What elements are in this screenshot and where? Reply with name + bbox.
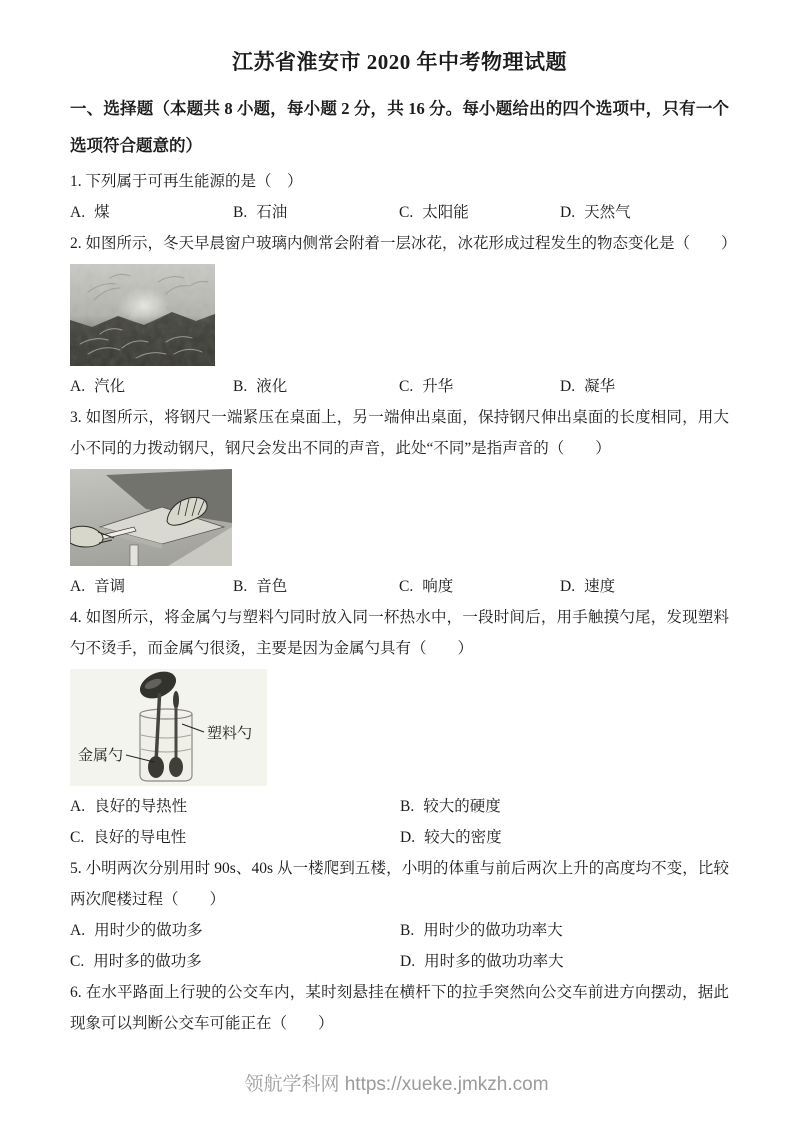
option-text: 石油 (256, 204, 288, 221)
option-letter: D. (400, 953, 416, 970)
option-letter: B. (400, 798, 415, 815)
q1-option-b (233, 197, 399, 228)
plastic-spoon-label: 塑料勺 (207, 726, 253, 742)
option-text: 用时多的做功多 (93, 953, 202, 970)
option-text: 煤 (94, 204, 110, 221)
q5-option-c (70, 946, 400, 977)
question-5-stem: 5. 小明两次分别用时 90s、40s 从一楼爬到五楼，小明的体重与前后两次上升的高度均不变，比较两次爬楼过程（ ） (70, 860, 729, 908)
plastic-spoon-top (173, 691, 179, 709)
q5-option-d (400, 946, 729, 977)
option-text: 太阳能 (422, 204, 469, 221)
ruler-table-figure (70, 469, 729, 566)
q4-option-d (400, 822, 729, 853)
option-text: 用时多的做功功率大 (424, 953, 564, 970)
option-text: 良好的导热性 (94, 798, 188, 815)
table-leg (130, 545, 138, 566)
option-letter: C. (70, 829, 85, 846)
option-letter: A. (70, 578, 86, 595)
option-text: 液化 (256, 378, 288, 395)
q4-option-b (400, 791, 729, 822)
question-5-options-row-1 (70, 915, 729, 946)
q2-option-d (560, 371, 729, 402)
question-2-options (70, 371, 729, 402)
section-header: 一、选择题（本题共 8 小题，每小题 2 分，共 16 分。每小题给出的四个选项中，只有一个选项符合题意的） (70, 99, 729, 155)
question-1-options (70, 197, 729, 228)
option-letter: A. (70, 204, 86, 221)
question-1 (70, 166, 729, 228)
option-letter: A. (70, 378, 86, 395)
option-letter: C. (399, 378, 414, 395)
plastic-spoon-handle (175, 707, 178, 759)
option-letter: B. (233, 204, 248, 221)
option-letter: C. (70, 953, 85, 970)
option-text: 用时少的做功功率大 (423, 922, 563, 939)
metal-spoon-bowl (148, 756, 164, 778)
option-letter: B. (233, 578, 248, 595)
plastic-spoon-bowl (169, 757, 183, 777)
option-letter: D. (560, 378, 576, 395)
option-text: 升华 (422, 378, 454, 395)
question-6 (70, 977, 729, 1039)
question-4-options-row-1 (70, 791, 729, 822)
q1-option-c (399, 197, 560, 228)
option-letter: C. (399, 578, 414, 595)
question-4 (70, 602, 729, 853)
q1-option-a (70, 197, 233, 228)
option-letter: D. (400, 829, 416, 846)
spoons-in-hot-water-photo (70, 669, 267, 786)
question-4-options-row-2 (70, 822, 729, 853)
option-text: 较大的密度 (424, 829, 502, 846)
question-6-stem: 6. 在水平路面上行驶的公交车内，某时刻悬挂在横杆下的拉手突然向公交车前进方向摆动，据此现象可以判断公交车可能正在（ ） (70, 984, 729, 1032)
option-text: 较大的硬度 (423, 798, 501, 815)
option-text: 用时少的做功多 (94, 922, 203, 939)
question-4-stem: 4. 如图所示，将金属勺与塑料勺同时放入同一杯热水中，一段时间后，用手触摸勺尾，发现塑料勺不烫手，而金属勺很烫，主要是因为金属勺具有（ ） (70, 609, 729, 657)
q3-option-c (399, 571, 560, 602)
option-text: 音调 (94, 578, 126, 595)
q3-option-d (560, 571, 729, 602)
option-letter: D. (560, 204, 576, 221)
frost-window-photo (70, 264, 215, 366)
option-text: 速度 (584, 578, 616, 595)
frost-noise-texture (70, 264, 215, 366)
q3-option-a (70, 571, 233, 602)
question-1-stem: 1. 下列属于可再生能源的是（ ） (70, 173, 303, 190)
option-letter: A. (70, 798, 86, 815)
q2-option-b (233, 371, 399, 402)
question-3-stem: 3. 如图所示，将钢尺一端紧压在桌面上，另一端伸出桌面，保持钢尺伸出桌面的长度相同，用大小不同的力拨动钢尺，钢尺会发出不同的声音，此处“不同”是指声音的（ ） (70, 409, 729, 457)
option-text: 凝华 (584, 378, 616, 395)
option-text: 音色 (256, 578, 288, 595)
question-2-stem: 2. 如图所示，冬天早晨窗户玻璃内侧常会附着一层冰花，冰花形成过程发生的物态变化是（ ） (70, 235, 737, 252)
option-letter: B. (233, 378, 248, 395)
option-letter: B. (400, 922, 415, 939)
q5-option-a (70, 915, 400, 946)
option-letter: D. (560, 578, 576, 595)
question-3 (70, 402, 729, 602)
beaker (140, 714, 192, 781)
q4-option-c (70, 822, 400, 853)
ruler-on-table-photo (70, 469, 232, 566)
option-text: 天然气 (584, 204, 631, 221)
option-text: 响度 (422, 578, 454, 595)
option-letter: C. (399, 204, 414, 221)
frost-window-figure (70, 264, 729, 366)
q1-option-d (560, 197, 729, 228)
question-5 (70, 853, 729, 977)
q3-option-b (233, 571, 399, 602)
q2-option-a (70, 371, 233, 402)
metal-spoon-label: 金属勺 (78, 748, 124, 764)
q2-option-c (399, 371, 560, 402)
option-letter: A. (70, 922, 86, 939)
option-text: 良好的导电性 (93, 829, 187, 846)
question-5-options-row-2 (70, 946, 729, 977)
question-3-options (70, 571, 729, 602)
q5-option-b (400, 915, 729, 946)
watermark: 领航学科网 https://xueke.jmkzh.com (244, 1074, 549, 1095)
option-text: 汽化 (94, 378, 126, 395)
spoons-cup-figure (70, 669, 729, 786)
q4-option-a (70, 791, 400, 822)
page-title: 江苏省淮安市 2020 年中考物理试题 (232, 50, 567, 74)
question-2 (70, 228, 737, 402)
